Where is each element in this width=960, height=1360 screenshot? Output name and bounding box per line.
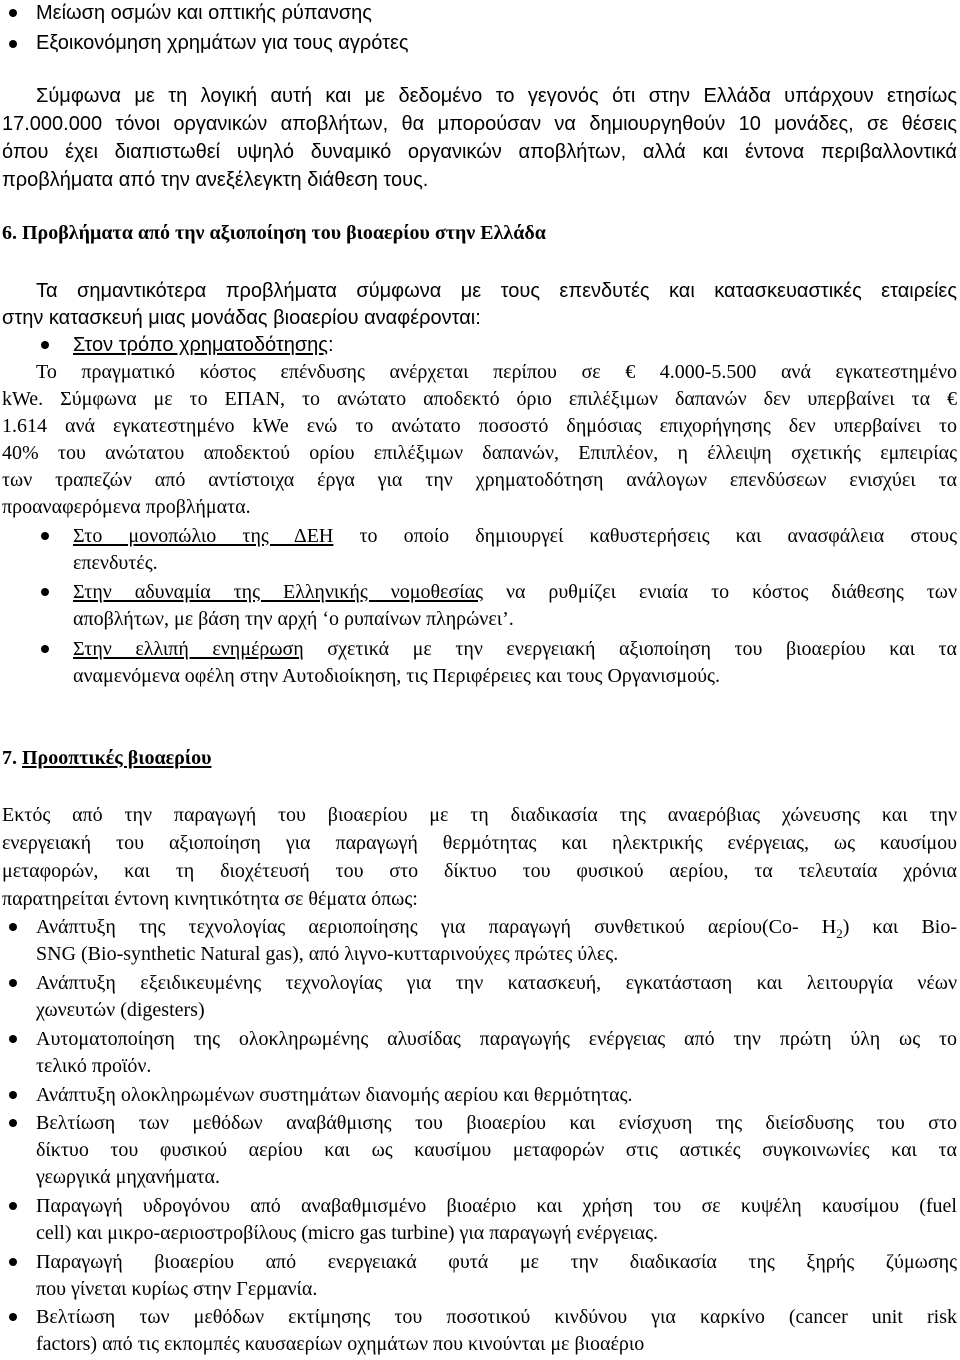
monopoly-title: Στο μονοπώλιο της ΔΕΗ — [73, 525, 334, 547]
list-item-continuation: γεωργικά μηχανήματα. — [36, 1166, 220, 1188]
list-item-continuation: που γίνεται κυρίως στην Γερμανία. — [36, 1278, 318, 1300]
list-item-financing — [73, 331, 334, 359]
bullet-icon — [41, 588, 49, 596]
paragraph-line: των τραπεζών από αντίστοιχα έργα για την χρηματοδότηση ανάλογων επενδύσεων ενισχύει τα — [2, 469, 957, 491]
paragraph-line: kWe. Σύμφωνα με το ΕΠΑΝ, το ανώτατο αποδεκτό όριο επιλέξιμων δαπανών δεν υπερβαίνει τα € — [2, 388, 957, 410]
list-item-continuation: χωνευτών (digesters) — [36, 999, 205, 1021]
paragraph-line: 40% του ανώτατου αποδεκτού ορίου επιλέξιμων δαπανών, Επιπλέον, η έλλειψη σχετικής εμπειρίας — [2, 442, 957, 464]
bullet-icon — [9, 1035, 17, 1043]
paragraph-line: Τα σημαντικότερα προβλήματα σύμφωνα με τους επενδυτές και κατασκευαστικές εταιρείες — [36, 280, 957, 302]
list-item: Βελτίωση των μεθόδων εκτίμησης του ποσοτικού κινδύνου για καρκίνο (cancer unit risk — [36, 1306, 957, 1328]
information-title: Στην ελλιπή ενημέρωση — [73, 638, 304, 660]
list-item: Αυτοματοποίηση της ολοκληρωμένης αλυσίδας παραγωγής ενέργειας από την πρώτη ύλη ως το — [36, 1028, 957, 1050]
list-item-monopoly — [73, 522, 957, 550]
list-item: Μείωση οσμών και οπτικής ρύπανσης — [36, 2, 372, 24]
bullet-icon — [9, 1258, 17, 1266]
legislation-text: να ρυθμίζει ενιαία το κόστος διάθεσης των — [505, 581, 958, 603]
information-text: σχετικά με την ενεργειακή αξιοποίηση του βιοαερίου και τα — [327, 638, 957, 660]
paragraph-line: 1.614 ανά εγκατεστημένο kWe ενώ το ανώτατο ποσοστό δημόσιας επιχορήγησης δεν υπερβαίνει το — [2, 415, 957, 437]
paragraph-line: Εκτός από την παραγωγή του βιοαερίου με τη διαδικασία της αναερόβιας χώνευσης και την — [2, 804, 957, 826]
bullet-icon — [41, 532, 49, 540]
list-item-continuation: factors) από τις εκπομπές καυσαερίων οχημάτων που κινούνται με βιοαέριο — [36, 1333, 645, 1355]
bullet-icon — [9, 979, 17, 987]
paragraph-line: Σύμφωνα με τη λογική αυτή και με δεδομένο το γεγονός ότι στην Ελλάδα υπάρχουν ετησίως — [36, 85, 957, 107]
bullet-icon — [9, 1202, 17, 1210]
bullet-icon — [41, 341, 49, 349]
subscript: 2 — [836, 926, 843, 941]
section-title: Προοπτικές βιοαερίου — [22, 747, 212, 769]
list-item-continuation: cell) και μικρο-αεριοστροβίλους (micro gas turbine) για παραγωγή ενέργειας. — [36, 1222, 659, 1244]
paragraph-line: στην κατασκευή μιας μονάδας βιοαερίου αναφέρονται: — [2, 307, 481, 329]
section-heading: 6. Προβλήματα από την αξιοποίηση του βιοαερίου στην Ελλάδα — [2, 222, 546, 244]
paragraph-line: αποβλήτων, με βάση την αρχή ‘ο ρυπαίνων πληρώνει’. — [73, 608, 514, 630]
paragraph-line: αναμενόμενα οφέλη στην Αυτοδιοίκηση, τις Περιφέρειες και τους Οργανισμούς. — [73, 665, 720, 687]
paragraph-line: παρατηρείται έντονη κινητικότητα σε θέματα όπως: — [2, 888, 418, 910]
paragraph-line: μεταφορών, και τη διοχέτευσή του στο δίκτυο του φυσικού αερίου, τα τελευταία χρόνια — [2, 860, 957, 882]
bullet-icon — [9, 1313, 17, 1321]
list-item-continuation: τελικό προϊόν. — [36, 1055, 152, 1077]
paragraph-line: προβλήματα από την ανεξέλεγκτη διάθεση τους. — [2, 169, 429, 191]
list-item-information — [73, 635, 957, 663]
bullet-icon — [9, 40, 17, 48]
list-item — [36, 913, 957, 941]
paragraph-line: προαναφερόμενα προβλήματα. — [2, 496, 251, 518]
paragraph-line: 17.000.000 τόνοι οργανικών αποβλήτων, θα μπορούσαν να δημιουργηθούν 10 μονάδες, σε θέσεις — [2, 113, 957, 135]
bullet-icon — [9, 1119, 17, 1127]
list-item: Παραγωγή υδρογόνου από αναβαθμισμένο βιοαέριο και χρήση του σε κυψέλη καυσίμου (fuel — [36, 1195, 957, 1217]
list-item-continuation: SNG (Bio-synthetic Natural gas), από λιγνο-κυτταρινούχες πρώτες ύλες. — [36, 943, 619, 965]
list-item-text: Ανάπτυξη της τεχνολογίας αεριοποίησης για παραγωγή συνθετικού αερίου(Co- H — [36, 916, 837, 938]
bullet-icon — [9, 9, 17, 17]
list-item: Ανάπτυξη ολοκληρωμένων συστημάτων διανομής αερίου και θερμότητας. — [36, 1084, 633, 1106]
section-heading — [2, 744, 211, 772]
bullet-icon — [9, 1091, 17, 1099]
section-number: 7. — [2, 747, 22, 769]
bullet-icon — [41, 645, 49, 653]
list-item: Ανάπτυξη εξειδικευμένης τεχνολογίας για την κατασκευή, εγκατάσταση και λειτουργία νέων — [36, 972, 957, 994]
list-item-continuation: δίκτυο του φυσικού αερίου και ως καυσίμου μεταφορών στις αστικές συγκοινωνίες και τα — [36, 1139, 957, 1161]
paragraph-line: επενδυτές. — [73, 552, 158, 574]
financing-colon: : — [327, 334, 334, 356]
financing-title: Στον τρόπο χρηματοδότησης — [73, 334, 328, 356]
bullet-icon — [9, 923, 17, 931]
paragraph-line: όπου έχει διαπιστωθεί υψηλό δυναμικό οργανικών αποβλήτων, αλλά και έντονα περιβαλλοντικά — [2, 141, 957, 163]
legislation-title: Στην αδυναμία της Ελληνικής νομοθεσίας — [73, 581, 483, 603]
list-item-text: ) και Bio- — [842, 916, 957, 938]
list-item: Εξοικονόμηση χρημάτων για τους αγρότες — [36, 32, 409, 54]
list-item: Παραγωγή βιοαερίου από ενεργειακά φυτά με την διαδικασία της ξηρής ζύμωσης — [36, 1251, 957, 1273]
paragraph-line: Το πραγματικό κόστος επένδυσης ανέρχεται περίπου σε € 4.000-5.500 ανά εγκατεστημένο — [36, 361, 957, 383]
list-item: Βελτίωση των μεθόδων αναβάθμισης του βιοαερίου και ενίσχυση της διείσδυσης του στο — [36, 1112, 957, 1134]
paragraph-line: ενεργειακή του αξιοποίηση για παραγωγή θερμότητας και ηλεκτρικής ενέργειας, ως καυσίμου — [2, 832, 957, 854]
list-item-legislation — [73, 578, 957, 606]
monopoly-text: το οποίο δημιουργεί καθυστερήσεις και ανασφάλεια στους — [359, 525, 957, 547]
